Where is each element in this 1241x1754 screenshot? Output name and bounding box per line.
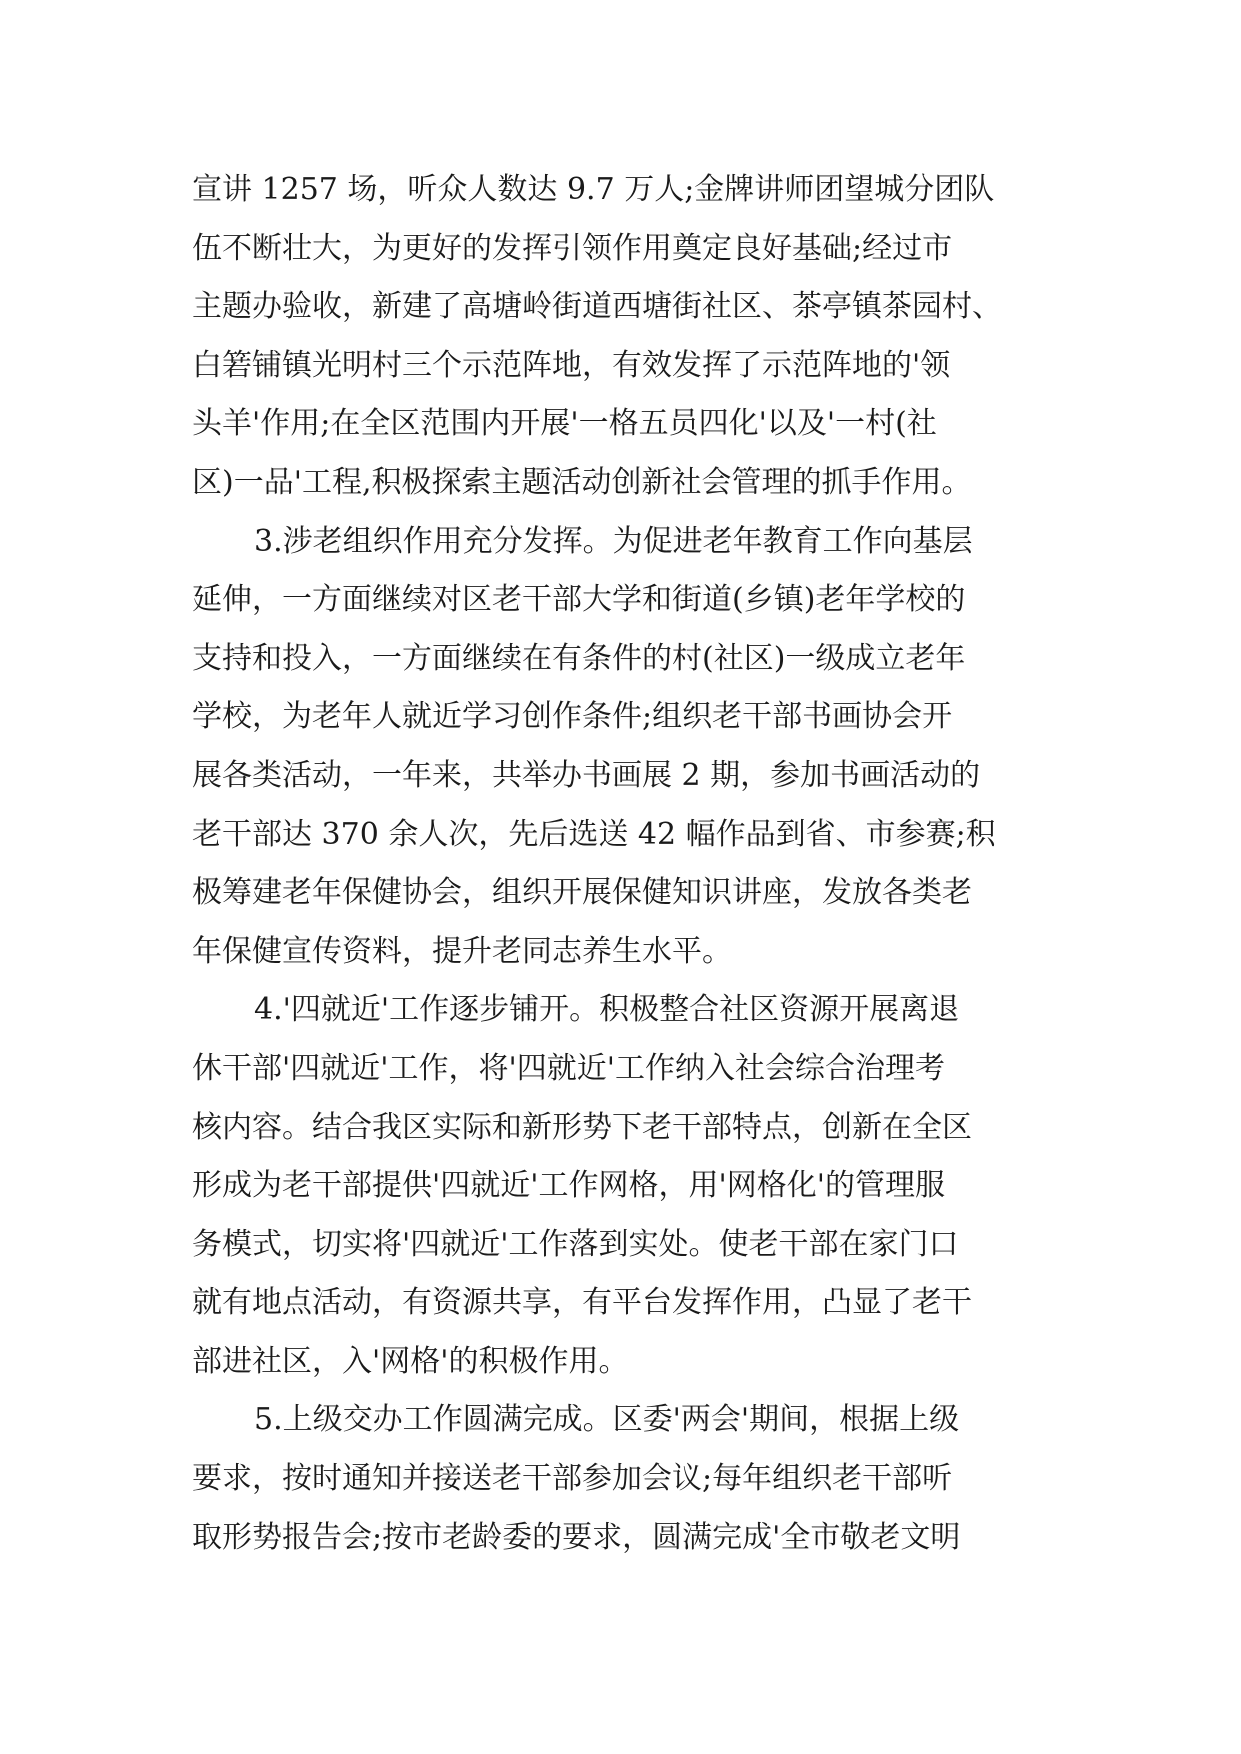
text-line: 取形势报告会;按市老龄委的要求，圆满完成'全市敬老文明 <box>192 1519 961 1555</box>
text-line: 休干部'四就近'工作，将'四就近'工作纳入社会综合治理考 <box>192 1050 945 1086</box>
text-line: 学校，为老年人就近学习创作条件;组织老干部书画协会开 <box>192 699 953 735</box>
text-line: 4.'四就近'工作逐步铺开。积极整合社区资源开展离退 <box>254 992 960 1028</box>
text-line: 老干部达 370 余人次，先后选送 42 幅作品到省、市参赛;积 <box>192 816 996 852</box>
text-line: 极筹建老年保健协会，组织开展保健知识讲座，发放各类老 <box>192 875 972 911</box>
text-line: 白箬铺镇光明村三个示范阵地，有效发挥了示范阵地的'领 <box>192 347 951 383</box>
text-line: 5.上级交办工作圆满完成。区委'两会'期间，根据上级 <box>254 1402 960 1438</box>
text-line: 务模式，切实将'四就近'工作落到实处。使老干部在家门口 <box>192 1226 959 1262</box>
text-line: 年保健宣传资料，提升老同志养生水平。 <box>192 933 732 969</box>
text-line: 区)一品'工程,积极探索主题活动创新社会管理的抓手作用。 <box>192 464 972 500</box>
text-line: 支持和投入，一方面继续在有条件的村(社区)一级成立老年 <box>192 640 966 676</box>
text-line: 形成为老干部提供'四就近'工作网格，用'网格化'的管理服 <box>192 1168 945 1204</box>
text-line: 展各类活动，一年来，共举办书画展 2 期，参加书画活动的 <box>192 757 981 793</box>
text-line: 主题办验收，新建了高塘岭街道西塘街社区、茶亭镇茶园村、 <box>192 289 1002 325</box>
document-body <box>192 161 1050 1567</box>
text-line: 就有地点活动，有资源共享，有平台发挥作用，凸显了老干 <box>192 1285 972 1321</box>
text-line: 延伸，一方面继续对区老干部大学和街道(乡镇)老年学校的 <box>192 582 966 618</box>
text-line: 3.涉老组织作用充分发挥。为促进老年教育工作向基层 <box>254 523 973 559</box>
text-line: 核内容。结合我区实际和新形势下老干部特点，创新在全区 <box>192 1109 972 1145</box>
text-line: 宣讲 1257 场，听众人数达 9.7 万人;金牌讲师团望城分团队 <box>192 172 995 207</box>
text-line: 伍不断壮大，为更好的发挥引领作用奠定良好基础;经过市 <box>192 230 953 266</box>
text-line: 头羊'作用;在全区范围内开展'一格五员四化'以及'一村(社 <box>192 406 937 442</box>
text-line: 要求，按时通知并接送老干部参加会议;每年组织老干部听 <box>192 1461 953 1497</box>
text-line: 部进社区，入'网格'的积极作用。 <box>192 1343 629 1379</box>
